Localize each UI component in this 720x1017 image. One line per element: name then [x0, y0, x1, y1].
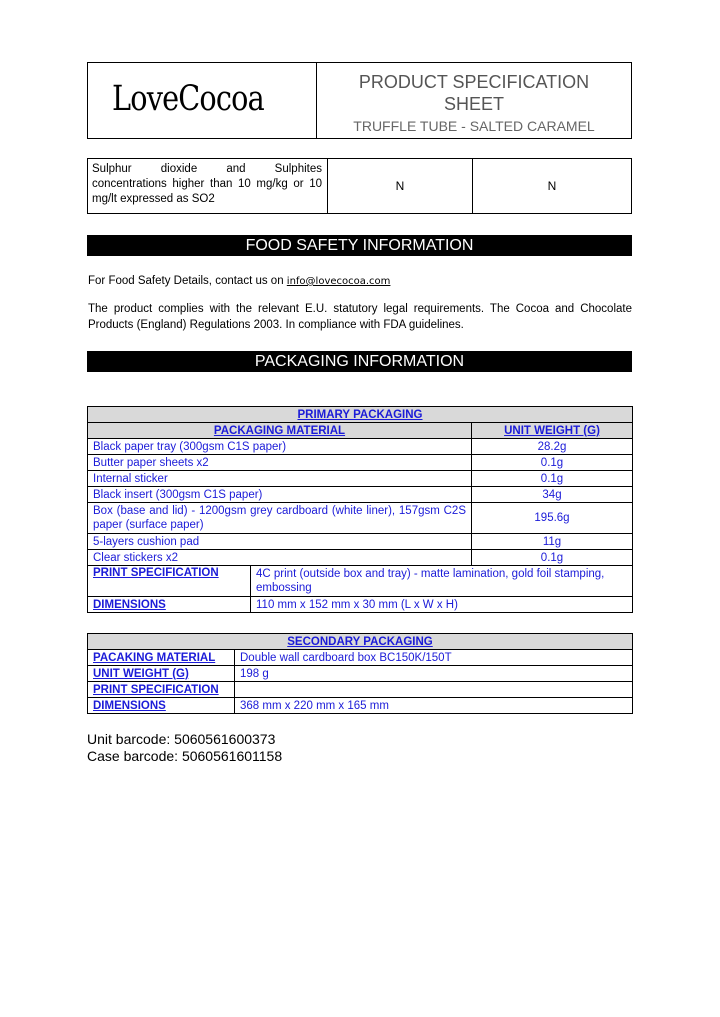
- dimensions-value: 110 mm x 152 mm x 30 mm (L x W x H): [251, 597, 633, 613]
- primary-packaging-title: PRIMARY PACKAGING: [88, 407, 633, 423]
- material-cell: Box (base and lid) - 1200gsm grey cardboard (white liner), 157gsm C2S paper (surface paper): [88, 503, 472, 534]
- table-row: [88, 566, 633, 597]
- unit-barcode: Unit barcode: 5060561600373: [87, 731, 276, 747]
- allergen-label-line1: Sulphur dioxide and Sulphites: [92, 163, 322, 175]
- unit-weight-label: UNIT WEIGHT (G): [88, 666, 235, 682]
- table-row: [88, 682, 633, 698]
- primary-packaging-table: [87, 406, 633, 613]
- table-row: [88, 423, 633, 439]
- packaging-heading: PACKAGING INFORMATION: [87, 351, 632, 372]
- material-cell: Black paper tray (300gsm C1S paper): [88, 439, 472, 455]
- allergen-label: [92, 162, 322, 207]
- table-row: [88, 455, 633, 471]
- dimensions-label: DIMENSIONS: [88, 597, 251, 613]
- print-spec-value: 4C print (outside box and tray) - matte lamination, gold foil stamping, embossing: [251, 566, 633, 597]
- table-row: [88, 550, 633, 566]
- table-row: [88, 503, 633, 534]
- material-cell: 5-layers cushion pad: [88, 534, 472, 550]
- unit-weight-value: 198 g: [235, 666, 633, 682]
- material-cell: Butter paper sheets x2: [88, 455, 472, 471]
- allergen-col-3: N: [472, 159, 631, 213]
- print-spec-label: PRINT SPECIFICATION: [88, 566, 251, 597]
- table-row: [88, 439, 633, 455]
- allergen-col-2: N: [327, 159, 472, 213]
- food-safety-contact: [88, 273, 632, 290]
- weight-cell: 11g: [472, 534, 633, 550]
- material-cell: Clear stickers x2: [88, 550, 472, 566]
- weight-cell: 34g: [472, 487, 633, 503]
- material-cell: Black insert (300gsm C1S paper): [88, 487, 472, 503]
- weight-cell: 28.2g: [472, 439, 633, 455]
- weight-cell: 195.6g: [472, 503, 633, 534]
- title-line-2: SHEET: [443, 94, 504, 114]
- table-row: [88, 698, 633, 714]
- table-row: [88, 471, 633, 487]
- print-spec-label: PRINT SPECIFICATION: [88, 682, 235, 698]
- print-spec-value: [235, 682, 633, 698]
- weight-cell: 0.1g: [472, 550, 633, 566]
- allergen-table: [87, 158, 632, 214]
- packing-material-label: PACAKING MATERIAL: [88, 650, 235, 666]
- table-row: [88, 407, 633, 423]
- spec-header: [87, 62, 632, 139]
- contact-email-link[interactable]: info@lovecocoa.com: [286, 276, 391, 287]
- table-row: [88, 487, 633, 503]
- weight-cell: 0.1g: [472, 455, 633, 471]
- brand-logo: LoveCocoa: [112, 79, 264, 119]
- compliance-text: The product complies with the relevant E.U. statutory legal requirements. The Cocoa and Chocolate Products (England) Regulations 2003. In compliance with FDA guidelines.: [88, 303, 632, 331]
- product-name: TRUFFLE TUBE - SALTED CARAMEL: [353, 118, 595, 134]
- col-header-material: PACKAGING MATERIAL: [88, 423, 472, 439]
- title-line-1: PRODUCT SPECIFICATION: [358, 72, 590, 92]
- packing-material-value: Double wall cardboard box BC150K/150T: [235, 650, 633, 666]
- allergen-label-rest: concentrations higher than 10 mg/kg or 10 mg/lt expressed as SO2: [92, 178, 322, 205]
- contact-text: For Food Safety Details, contact us on: [88, 275, 287, 287]
- secondary-packaging-title: SECONDARY PACKAGING: [88, 634, 633, 650]
- dimensions-label: DIMENSIONS: [88, 698, 235, 714]
- material-cell: Internal sticker: [88, 471, 472, 487]
- table-row: [88, 534, 633, 550]
- food-safety-heading: FOOD SAFETY INFORMATION: [87, 235, 632, 256]
- dimensions-value: 368 mm x 220 mm x 165 mm: [235, 698, 633, 714]
- table-row: [88, 650, 633, 666]
- table-row: [88, 666, 633, 682]
- table-row: [88, 634, 633, 650]
- weight-cell: 0.1g: [472, 471, 633, 487]
- case-barcode: Case barcode: 5060561601158: [87, 748, 283, 764]
- document-title: [317, 71, 631, 115]
- col-header-weight: UNIT WEIGHT (G): [472, 423, 633, 439]
- secondary-packaging-table: [87, 633, 633, 714]
- table-row: [88, 597, 633, 613]
